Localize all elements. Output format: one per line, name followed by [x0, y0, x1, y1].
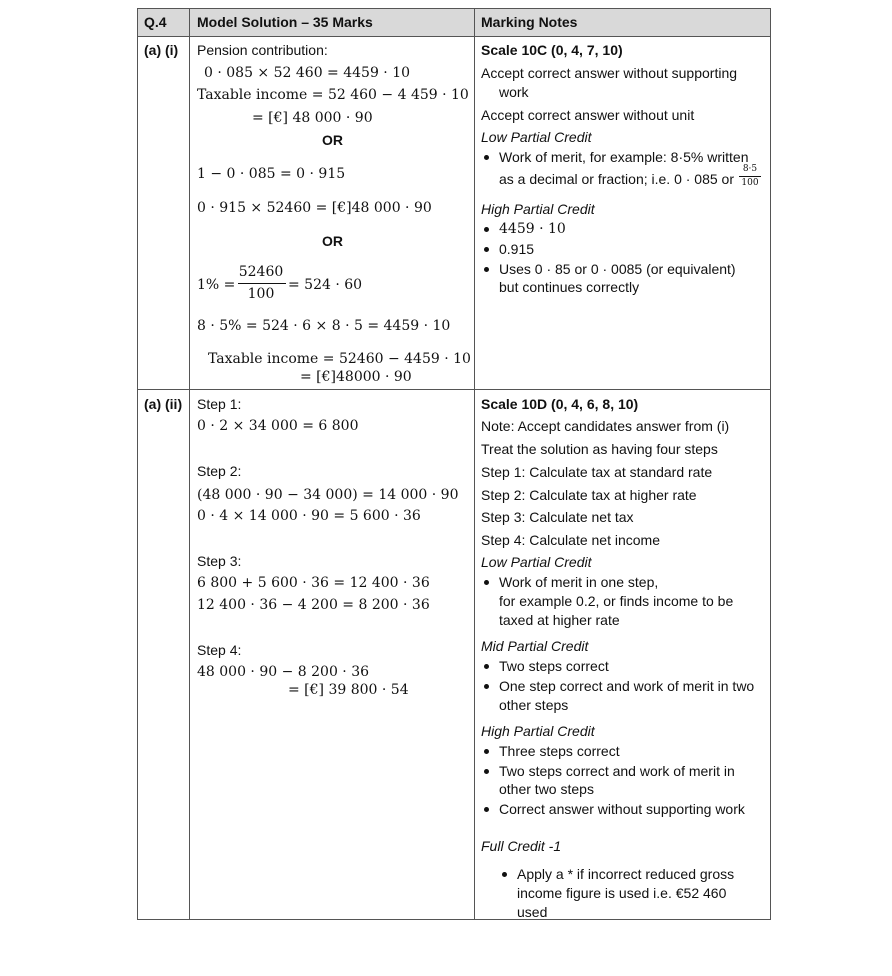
header-question: Q.4 — [144, 14, 167, 30]
column-divider — [189, 9, 190, 919]
bullet — [484, 580, 489, 585]
fraction-denominator: 100 — [741, 178, 759, 188]
credit-heading: Full Credit -1 — [481, 838, 562, 854]
or-label: OR — [322, 132, 343, 148]
bullet — [484, 684, 489, 689]
bullet — [502, 872, 507, 877]
calc-line: 0 · 085 × 52 460 = 4459 · 10 — [204, 65, 411, 81]
note-text: work — [499, 84, 529, 100]
bullet — [484, 155, 489, 160]
calc-line: 8 · 5% = 524 · 6 × 8 · 5 = 4459 · 10 — [197, 318, 451, 334]
note-text: Uses 0 · 85 or 0 · 0085 (or equivalent) — [499, 261, 736, 277]
note-text: Correct answer without supporting work — [499, 801, 745, 817]
note-text: Step 2: Calculate tax at higher rate — [481, 487, 697, 503]
header-marking-notes: Marking Notes — [481, 14, 578, 30]
bullet — [484, 769, 489, 774]
calc-line: Taxable income = 52460 − 4459 · 10 — [208, 351, 471, 367]
fraction-numerator: 8·5 — [742, 164, 758, 174]
step-label: Step 4: — [197, 642, 242, 658]
note-text: Three steps correct — [499, 743, 620, 759]
note-text: One step correct and work of merit in two — [499, 678, 755, 694]
note-text: income figure is used i.e. €52 460 — [517, 885, 727, 901]
calc-line: 0 · 2 × 34 000 = 6 800 — [197, 418, 359, 434]
bullet — [484, 247, 489, 252]
bullet — [484, 749, 489, 754]
note-text: Accept correct answer without unit — [481, 107, 695, 123]
credit-heading: High Partial Credit — [481, 723, 595, 739]
step-label: Step 2: — [197, 463, 242, 479]
note-text: Treat the solution as having four steps — [481, 441, 718, 457]
step-label: Step 3: — [197, 553, 242, 569]
row-divider — [138, 389, 770, 390]
note-text: Work of merit in one step, — [499, 574, 659, 590]
calc-line: 48 000 · 90 − 8 200 · 36 — [197, 664, 370, 680]
note-text: for example 0.2, or finds income to be — [499, 593, 734, 609]
scale-label: Scale 10D (0, 4, 6, 8, 10) — [481, 396, 639, 412]
column-divider — [474, 9, 475, 919]
note-text: Apply a * if incorrect reduced gross — [517, 866, 735, 882]
percent-lhs: 1% = — [197, 277, 236, 293]
note-text: Step 4: Calculate net income — [481, 532, 660, 548]
note-text: Two steps correct — [499, 658, 609, 674]
note-text: Note: Accept candidates answer from (i) — [481, 418, 730, 434]
note-text: but continues correctly — [499, 279, 640, 295]
note-text: 0.915 — [499, 241, 535, 257]
note-text: as a decimal or fraction; i.e. 0 · 085 or — [499, 171, 734, 187]
fraction-bar — [238, 283, 286, 284]
calc-line: 6 800 + 5 600 · 36 = 12 400 · 36 — [197, 575, 430, 591]
calc-line: 12 400 · 36 − 4 200 = 8 200 · 36 — [197, 597, 430, 613]
bullet — [484, 664, 489, 669]
calc-line: = [€] 39 800 · 54 — [288, 682, 409, 698]
or-label: OR — [322, 233, 343, 249]
fraction-denominator: 100 — [247, 286, 275, 302]
calc-line: 1 − 0 · 085 = 0 · 915 — [197, 166, 346, 182]
note-text: Step 1: Calculate tax at standard rate — [481, 464, 713, 480]
note-text: Work of merit, for example: 8·5% written — [499, 149, 749, 165]
calc-line: (48 000 · 90 − 34 000) = 14 000 · 90 — [197, 487, 459, 503]
percent-rhs: = 524 · 60 — [288, 277, 363, 293]
credit-heading: Low Partial Credit — [481, 554, 592, 570]
note-text: Accept correct answer without supporting — [481, 65, 738, 81]
fraction-bar — [739, 176, 761, 177]
note-text: 4459 · 10 — [499, 221, 566, 237]
note-text: taxed at higher rate — [499, 612, 620, 628]
part-label-aii: (a) (ii) — [144, 396, 183, 412]
marking-scheme-table — [137, 8, 771, 920]
fraction-numerator: 52460 — [238, 264, 284, 280]
credit-heading: High Partial Credit — [481, 201, 595, 217]
calc-line: Taxable income = 52 460 − 4 459 · 10 — [197, 87, 469, 103]
bullet — [484, 807, 489, 812]
bullet — [484, 267, 489, 272]
header-model-solution: Model Solution – 35 Marks — [197, 14, 373, 30]
credit-heading: Mid Partial Credit — [481, 638, 589, 654]
calc-line: = [€] 48 000 · 90 — [252, 110, 373, 126]
credit-heading: Low Partial Credit — [481, 129, 592, 145]
note-text: Step 3: Calculate net tax — [481, 509, 634, 525]
part-label-ai: (a) (i) — [144, 42, 179, 58]
note-text: used — [517, 904, 548, 920]
scale-label: Scale 10C (0, 4, 7, 10) — [481, 42, 623, 58]
note-text: Two steps correct and work of merit in — [499, 763, 735, 779]
note-text: other two steps — [499, 781, 594, 797]
note-text: other steps — [499, 697, 569, 713]
calc-line: 0 · 4 × 14 000 · 90 = 5 600 · 36 — [197, 508, 421, 524]
pension-label: Pension contribution: — [197, 42, 328, 58]
calc-line: = [€]48000 · 90 — [300, 369, 412, 385]
bullet — [484, 227, 489, 232]
step-label: Step 1: — [197, 396, 242, 412]
calc-line: 0 · 915 × 52460 = [€]48 000 · 90 — [197, 200, 432, 216]
